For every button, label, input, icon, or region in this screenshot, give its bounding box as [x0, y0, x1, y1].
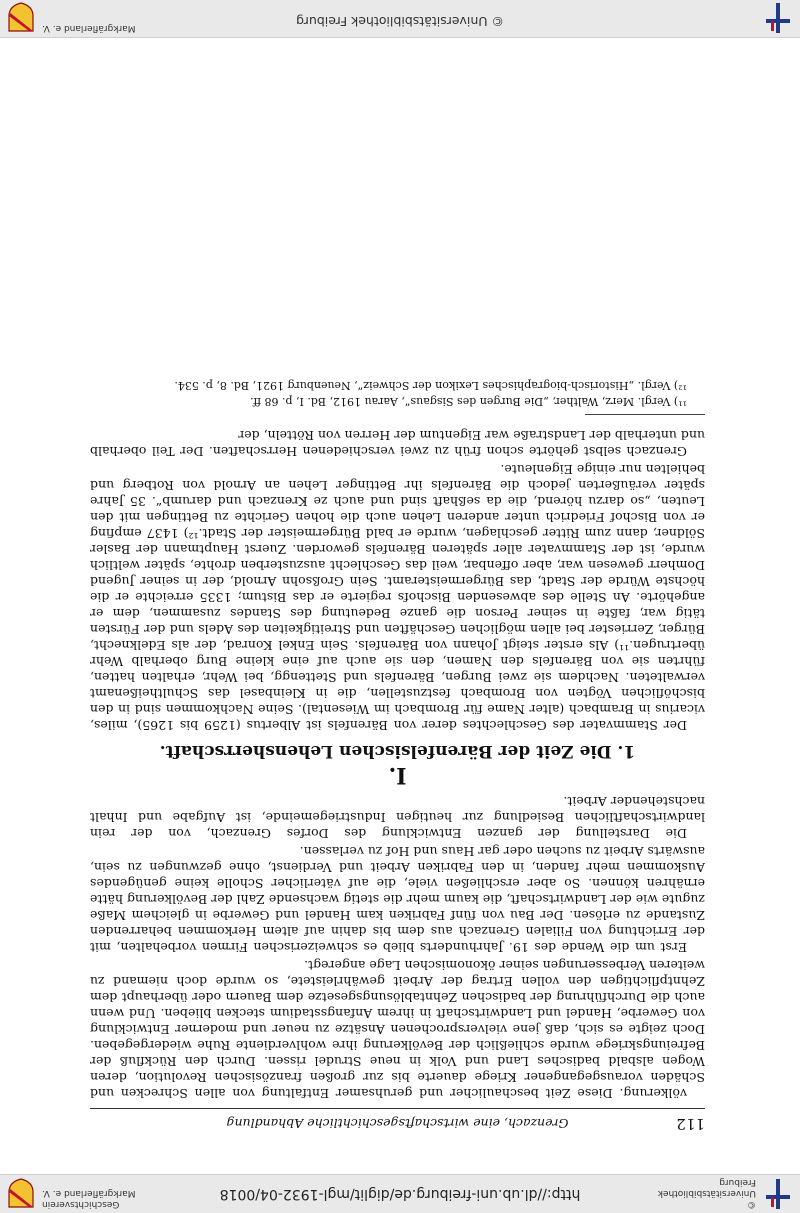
- page-header: [90, 1108, 705, 1133]
- running-head: Grenzach, eine wirtschaftsgeschichtliche Abhandlung: [226, 1116, 569, 1131]
- viewer-top-bar: [0, 1174, 800, 1213]
- paragraph: Erst um die Wende des 19. Jahrhunderts blieb es schweizerischen Firmen vorbehalten, mit der Errichtung von Filialen Grenzach aus dem bis dahin auf altem Herkommen beharrenden Zustande zu erlösen. Der Bau von fünf Fabriken kam Handel und Gewerbe in gleichem Maße zugute wie der Landwirtschaft, die kaum mehr die stetig wachsende Zahl der Bevölkerung hätte ernähren können. So aber erschließen viele, die auf väterlicher Scholle keine genügendes Auskommen mehr fanden, in den Fabriken Arbeit und Verdienst, ohne gezwungen zu sein, auswärts Arbeit zu suchen oder gar Haus und Hof zu verlassen.: [90, 844, 705, 955]
- paragraph: völkerung. Diese Zeit beschaulicher und geruhsamer Entfaltung von allen Schrecken und Schäden vorausgegangener Kriege dauerte bis zur großen französischen Revolution, deren Wogen alsbald badisches Land und Volk in neue Strudel rissen. Durch den Rückfluß der Befreiungskriege wurde schließlich der Bevölkerung ihre wohlverdiente Ruhe wiedergegeben. Doch zeigte es sich, daß jene vielversprochenen Ansätze zu neuer und moderner Entwicklung von Gewerbe, Handel und Landwirtschaft in ihrem Anfangsstadium stecken blieben. Und wenn auch die Durchführung der badischen Zehntablösungsgesetze dem Bauern oder überhaupt dem Zehntpflichtigen den vollen Ertrag der Arbeit gewährleistete, so wurde doch niemand zu weiteren Verbesserungen seiner ökonomischen Lage angeregt.: [90, 958, 705, 1101]
- viewer-bottom-bar: [0, 0, 800, 38]
- historical-society-crest-icon[interactable]: [6, 2, 36, 34]
- page-url-link[interactable]: http://dl.ub.uni-freiburg.de/diglit/mgl-1932-04/0018: [219, 1186, 581, 1202]
- society-name: Markgräflerland e. V.: [42, 23, 136, 33]
- historical-society-crest-icon[interactable]: [6, 1178, 36, 1210]
- paragraph: Die Darstellung der ganzen Entwicklung des Dorfes Grenzach, von der rein landwirtschaftlichen Besiedlung zur heutigen Industriegemeinde, ist Aufgabe und Inhalt nachstehender Arbeit.: [90, 794, 705, 841]
- library-name: © Universitätsbibliothek Freiburg: [657, 1177, 756, 1209]
- page-number: 112: [676, 1115, 705, 1133]
- footnote: ¹²) Vergl. „Historisch-biographisches Lexikon der Schweiz“, Neuenburg 1921, Bd. 8, p. 534.: [174, 379, 687, 392]
- chapter-number: I.: [388, 762, 407, 788]
- paragraph: Der Stammvater des Geschlechtes derer von Bärenfels ist Albertus (1259 bis 1265), miles, vicarius in Brambach (alter Name für Brombach im Wiesental). Seine Nachkommen sind in den bischöflichen Vögten von Brombach festzustellen, die in Kleinbasel das Schultheißenamt verwalteten. Nachdem sie zwei Burgen, Bärenfels und Stettengg, bei Wehr, erhalten hatten, führten sie von Bärenfels den Namen, den sie auch auf eine kleine Burg oberhalb Wehr übertrugen.¹¹) Als erster steigt Johann von Bärenfels. Sein Enkel Konrad, der als Edelknecht, Bürger, Zerriester bei allen möglichen Geschäften und Streitigkeiten des Adels und der Fürsten tätig war, faßte in seiner Person die ganze Bedeutung des Standes zusammen, dem er angehörte. An Stelle des abwesenden Bischofs regierte er das Bistum; 1335 erreichte er die höchste Würde der Stadt, das Bürgermeisteramt. Sein Großsohn Arnold, der in seiner Jugend Domherr gewesen war, aber offenbar, weil das Geschlecht auszusterben drohte, später weltlich wurde, ist der Stammvater aller späteren Bärenfels geworden. Zuerst Hauptmann der Basler Söldner, dann zum Ritter geschlagen, wurde er bald Bürgermeister der Stadt.¹²) 1437 empfing er von Bischof Friedrich unter anderen Lehen auch die hohen Gerichte zu Bettingen mit den Leuten, „so darzu hörend, die da seßhaft sind und auch ze Krenzach und darumb“. 35 Jahre später veräußerten jedoch die Bärenfels ihr Bettinger Lehen an Arnold von Rotberg und behielten nur einige Eigenleute.: [90, 462, 705, 733]
- library-copyright: © Universitätsbibliothek Freiburg: [296, 14, 504, 29]
- page-body: [90, 378, 705, 1101]
- section-heading: 1. Die Zeit der Bärenfelsischen Lehensherrschaft.: [159, 741, 636, 761]
- footnote-rule: [585, 414, 705, 415]
- society-name: Geschichtsverein Markgräflerland e. V.: [42, 1188, 136, 1209]
- footnote: ¹¹) Vergl. Merz, Walther, „Die Burgen des Sisgaus“, Aarau 1912, Bd. I, p. 68 ff.: [250, 395, 687, 408]
- paragraph: Grenzach selbst gehörte schon früh zu zwei verschiedenen Herrschaften. Der Teil oberhalb und unterhalb der Landstraße war Eigentum der Herren von Rötteln, der: [90, 428, 705, 459]
